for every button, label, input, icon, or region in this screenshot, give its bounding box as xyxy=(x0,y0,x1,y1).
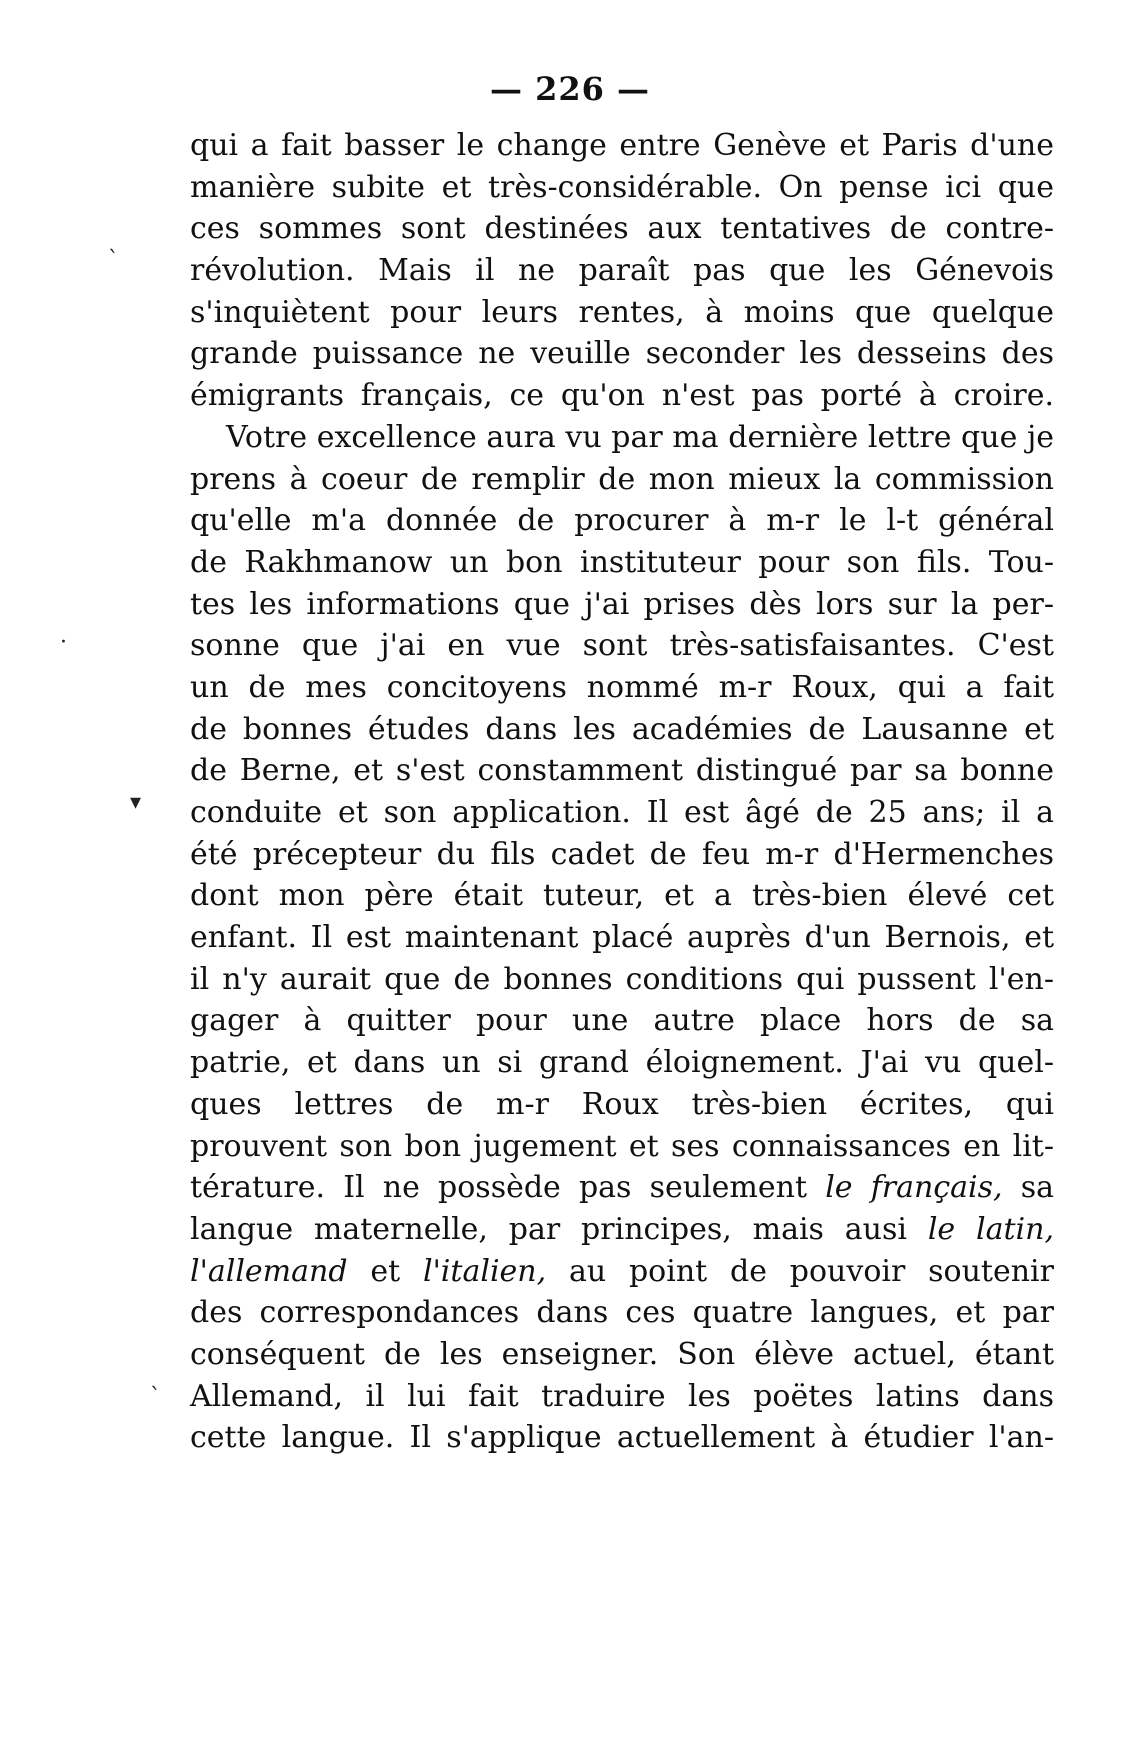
text-line-19: dont mon père était tuteur, et a très-bien élevé cet xyxy=(190,878,1054,914)
text-line-12: tes les informations que j'ai prises dès lors sur la per- xyxy=(190,586,1054,622)
text-line-20: enfant. Il est maintenant placé auprès d'un Bernois, et xyxy=(190,920,1054,956)
text-line-15: de bonnes études dans les académies de Lausanne et xyxy=(190,711,1054,747)
text-line-32: cette langue. Il s'applique actuellement à étudier l'an- xyxy=(190,1420,1054,1456)
text-line-24: ques lettres de m-r Roux très-bien écrites, qui xyxy=(190,1086,1054,1122)
text-line-6: grande puissance ne veuille seconder les desseins des xyxy=(190,336,1054,372)
text-line-9: prens à coeur de remplir de mon mieux la commission xyxy=(190,461,1054,497)
italic-lallemand: l'allemand xyxy=(190,1253,348,1289)
text-line-29: des correspondances dans ces quatre langues, et par xyxy=(190,1295,1054,1331)
text-line-28-end: au point de pouvoir soutenir xyxy=(568,1253,1054,1289)
text-line-28-mid: et xyxy=(370,1253,401,1289)
text-line-22: gager à quitter pour une autre place hors de sa xyxy=(190,1003,1054,1039)
italic-le-francais: le français, xyxy=(825,1170,1003,1206)
text-line-25: prouvent son bon jugement et ses connaissances en lit- xyxy=(190,1128,1054,1164)
text-line-26 xyxy=(190,1167,1054,1209)
text-line-21: il n'y aurait que de bonnes conditions qui pussent l'en- xyxy=(190,961,1054,997)
text-line-30: conséquent de les enseigner. Son élève actuel, étant xyxy=(190,1336,1054,1372)
text-line-28 xyxy=(190,1251,1054,1293)
text-line-14: un de mes concitoyens nommé m-r Roux, qui a fait xyxy=(190,669,1054,705)
text-line-13: sonne que j'ai en vue sont très-satisfaisantes. C'est xyxy=(190,628,1054,664)
text-line-11: de Rakhmanow un bon instituteur pour son fils. Tou- xyxy=(190,544,1054,580)
page-number: — 226 — xyxy=(489,70,651,108)
text-line-1: qui a fait basser le change entre Genève et Paris d'une xyxy=(190,128,1054,163)
italic-le-latin: le latin, xyxy=(927,1211,1054,1247)
text-line-3: ces sommes sont destinées aux tentatives de contre- xyxy=(190,211,1054,247)
text-line-8: Votre excellence aura vu par ma dernière lettre que je xyxy=(226,419,1054,455)
text-line-27-start: langue maternelle, par principes, mais ausi xyxy=(190,1211,907,1247)
text-line-31: Allemand, il lui fait traduire les poëtes latins dans xyxy=(190,1378,1054,1414)
text-line-26-end: sa xyxy=(1020,1170,1055,1206)
text-line-2: manière subite et très-considérable. On pense ici que xyxy=(190,169,1054,205)
text-line-7: émigrants français, ce qu'on n'est pas porté à croire. xyxy=(190,378,1054,414)
text-line-18: été précepteur du fils cadet de feu m-r d'Hermenches xyxy=(190,836,1054,872)
margin-speck: ˋ xyxy=(150,1385,161,1410)
text-line-16: de Berne, et s'est constamment distingué par sa bonne xyxy=(190,753,1054,789)
italic-litalien: l'italien, xyxy=(422,1253,547,1289)
text-line-23: patrie, et dans un si grand éloignement. J'ai vu quel- xyxy=(190,1045,1054,1081)
margin-speck: · xyxy=(60,630,67,655)
text-line-17: conduite et son application. Il est âgé de 25 ans; il a xyxy=(190,795,1054,830)
text-line-26-start: térature. Il ne possède pas seulement xyxy=(190,1170,808,1206)
margin-speck: ˋ xyxy=(108,248,119,273)
margin-speck: ▾ xyxy=(130,790,142,815)
text-line-5: s'inquiètent pour leurs rentes, à moins que quelque xyxy=(190,294,1054,330)
text-line-4: révolution. Mais il ne paraît pas que les Génevois xyxy=(190,253,1054,289)
text-line-27 xyxy=(190,1209,1054,1251)
body-text xyxy=(190,125,1054,1459)
text-line-10: qu'elle m'a donnée de procurer à m-r le l-t général xyxy=(190,503,1054,539)
